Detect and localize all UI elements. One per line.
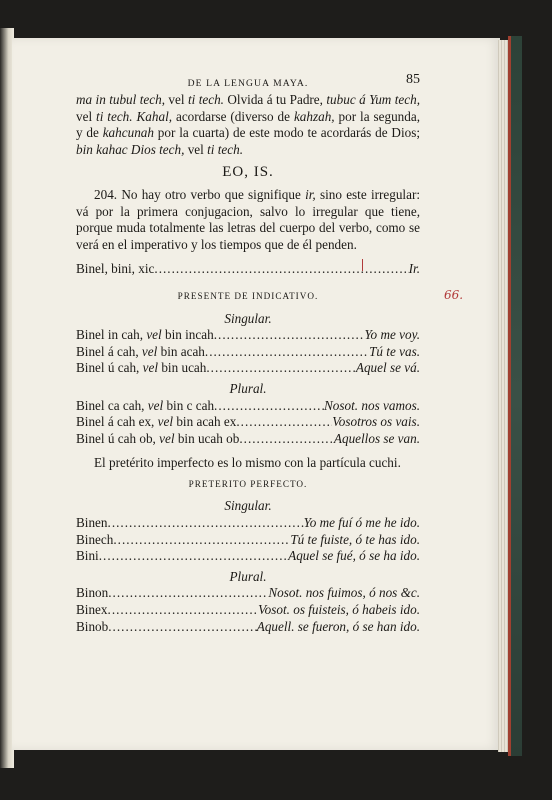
conjugation-row	[76, 619, 420, 636]
page-content	[76, 68, 420, 635]
maya-form	[76, 414, 236, 431]
presente-singular-label: Singular.	[224, 310, 272, 326]
maya-phrase: ma in tubul tech	[76, 92, 162, 107]
maya-form: Binob	[76, 618, 109, 634]
heading-perfecto: PRETERITO PERFECTO.	[188, 478, 308, 489]
conjugation-row	[76, 344, 420, 361]
maya-form: Binon	[76, 585, 109, 601]
form-part: bin c cah	[163, 397, 215, 413]
leader-dots	[214, 327, 365, 344]
text-run: Olvida á tu Padre,	[223, 92, 327, 107]
perfecto-singular-list	[76, 515, 420, 565]
form-part: Binel ca cah,	[76, 397, 148, 413]
conjugation-row	[76, 602, 420, 619]
maya-phrase: Kahal,	[136, 108, 173, 124]
text-run: sino este irregular: vá por la primera conjugacion, salvo lo irregular que tiene, porque muda totalmente las letras del cuerpo del verbo, como se verá en el imperativo y los tiempos que de él penden.	[76, 186, 421, 252]
leader-dots	[239, 431, 334, 448]
spanish-gloss: Aquell. se fueron, ó se han ido.	[256, 618, 420, 634]
book-cover-right	[508, 36, 522, 756]
intro-paragraph	[76, 92, 420, 158]
maya-form: Binen	[76, 515, 108, 531]
leader-dots	[214, 398, 324, 415]
conjugation-row	[76, 414, 420, 431]
leader-dots	[154, 261, 408, 278]
maya-form: Binech	[76, 531, 114, 547]
vel-word: vel	[142, 360, 159, 376]
conjugation-row	[76, 548, 420, 565]
heading-presente: PRESENTE DE INDICATIVO.	[177, 290, 319, 301]
form-part: Binel in cah,	[76, 327, 147, 343]
conjugation-row	[76, 360, 420, 377]
spanish-gloss: Vosotros os vais.	[332, 414, 420, 430]
maya-phrase: ti tech.	[187, 92, 224, 107]
form-part: Binel ú cah ob,	[76, 430, 160, 446]
infinitive-spanish: Ir.	[408, 261, 420, 277]
perfecto-plural-list	[76, 585, 420, 635]
spanish-gloss: Yo me voy.	[364, 327, 420, 343]
maya-form	[76, 398, 214, 415]
spanish-gloss: Aquellos se van.	[333, 430, 420, 446]
form-part: bin acah	[157, 343, 205, 359]
conjugation-row	[76, 398, 420, 415]
perfecto-singular-label: Singular.	[224, 498, 272, 514]
margin-note: 66.	[444, 288, 464, 302]
infinitive-row	[76, 261, 420, 278]
running-title: DE LA LENGUA MAYA.	[187, 78, 309, 89]
conjugation-row	[76, 515, 420, 532]
vel-word: vel	[157, 414, 174, 430]
maya-form	[76, 327, 214, 344]
maya-form	[76, 360, 206, 377]
leader-dots	[205, 344, 369, 361]
leader-dots	[113, 532, 290, 549]
form-part: bin ucah	[158, 360, 207, 376]
perfecto-plural-label: Plural.	[229, 568, 267, 584]
infinitive-maya: Binel, bini, xic	[76, 261, 155, 277]
leader-dots	[108, 602, 259, 619]
vel-word: vel	[146, 327, 162, 343]
maya-phrase: tubuc á Yum tech,	[326, 92, 421, 107]
text-run: acordarse (diverso de	[172, 108, 294, 124]
maya-phrase: bin kahac Dios tech,	[76, 141, 185, 157]
conjugation-row	[76, 585, 420, 602]
leader-dots	[108, 585, 268, 602]
leader-dots	[108, 515, 304, 532]
spanish-gloss: Nosot. nos fuimos, ó nos &c.	[268, 585, 420, 601]
spanish-gloss: Yo me fuí ó me he ido.	[303, 515, 420, 531]
conjugation-row	[76, 327, 420, 344]
section-title-eo-is: EO, IS.	[222, 164, 274, 181]
form-part: bin ucah ob	[174, 430, 240, 446]
text-run: 204. No hay otro verbo que signifique	[94, 186, 306, 202]
vel-word: vel	[147, 397, 164, 413]
leader-dots	[108, 619, 257, 636]
spanish-gloss: Nosot. nos vamos.	[324, 397, 420, 413]
maya-form: Binex	[76, 602, 108, 618]
maya-phrase: ti tech.	[96, 108, 133, 124]
spanish-gloss: Aquel se fué, ó se ha ido.	[288, 548, 420, 564]
page-number: 85	[406, 72, 420, 87]
text-run: , vel	[161, 92, 188, 107]
spanish-gloss: Vosot. os fuisteis, ó habeis ido.	[258, 602, 420, 618]
text-run: vel	[184, 141, 208, 157]
form-part: Binel á cah,	[76, 343, 142, 359]
spanish-gloss: Tú te vas.	[369, 343, 420, 359]
emphasis: ir,	[305, 186, 316, 202]
vel-word: vel	[159, 430, 175, 446]
page-header	[76, 68, 420, 92]
leader-dots	[206, 360, 356, 377]
maya-phrase: kahzah,	[293, 108, 335, 124]
paragraph-204	[76, 187, 420, 253]
conjugation-row	[76, 431, 420, 448]
maya-form	[76, 344, 205, 361]
form-part: Binel á cah ex,	[76, 414, 158, 430]
presente-singular-list	[76, 327, 420, 377]
maya-phrase: kahcunah	[102, 125, 154, 141]
maya-form	[76, 431, 239, 448]
form-part: bin incah	[161, 327, 214, 343]
maya-phrase: ti tech.	[207, 141, 244, 157]
conjugation-row	[76, 532, 420, 549]
maya-form: Bini	[76, 548, 99, 564]
vel-word: vel	[141, 343, 158, 359]
spanish-gloss: Tú te fuiste, ó te has ido.	[290, 531, 420, 547]
text-run: por la segunda, y de	[76, 108, 420, 141]
presente-plural-label: Plural.	[229, 380, 267, 396]
presente-plural-list	[76, 398, 420, 448]
imperfecto-paragraph: El pretérito imperfecto es lo mismo con la partícula cuchi.	[94, 455, 401, 471]
text-run: por la cuarta) de este modo te acordarás de Dios;	[153, 125, 420, 141]
leader-dots	[236, 414, 332, 431]
leader-dots	[99, 548, 288, 565]
text-run: vel	[76, 108, 97, 124]
form-part: Binel ú cah,	[76, 360, 143, 376]
spanish-gloss: Aquel se vá.	[355, 360, 420, 376]
form-part: bin acah ex	[173, 414, 237, 430]
